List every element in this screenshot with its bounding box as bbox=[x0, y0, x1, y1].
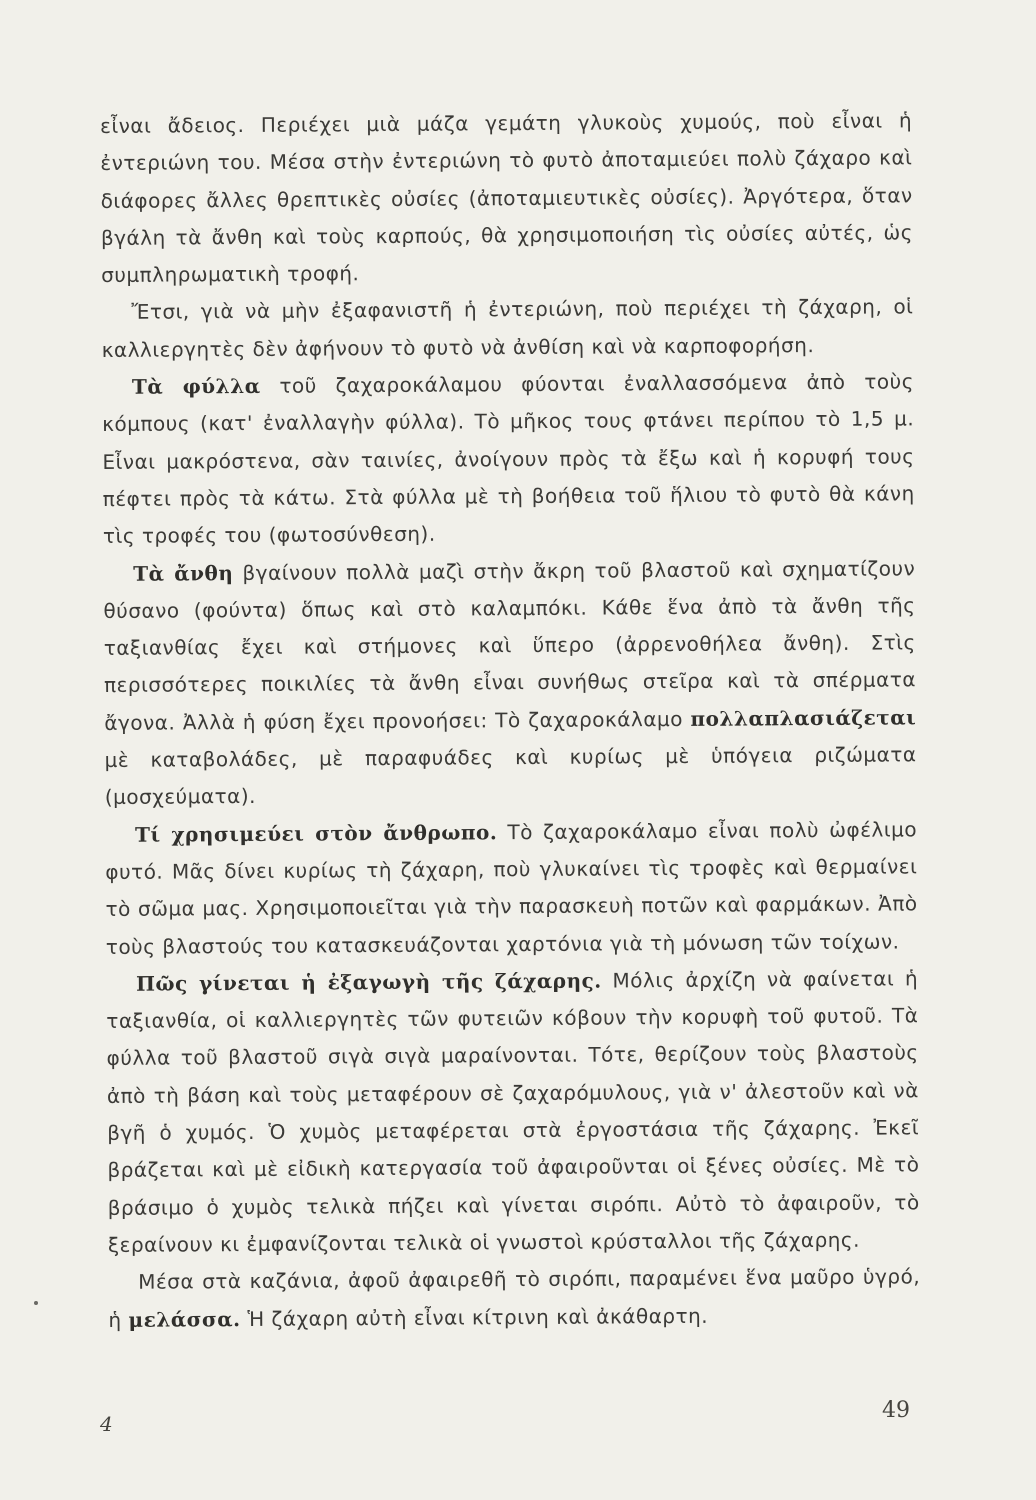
paragraph-flowering: Ἔτσι, γιὰ νὰ μὴν ἐξαφανιστῆ ἡ ἐντεριώνη, ποὺ περιέχει τὴ ζάχαρη, οἱ καλλιεργητὲς δὲν ἀφήνουν τὸ φυτὸ νὰ ἀνθίση καὶ νὰ καρποφορήση. bbox=[101, 294, 914, 362]
paragraph-extraction bbox=[106, 960, 920, 1264]
term-propagation: πολλαπλασιάζεται bbox=[690, 705, 917, 731]
paragraph-extraction-text: Μόλις ἀρχίζη νὰ φαίνεται ἡ ταξιανθία, οἱ καλλιεργητὲς τῶν φυτειῶν κόβουν τὴν κορυφὴ τοῦ φυτοῦ. Τὰ φύλλα τοῦ βλαστοῦ σιγὰ σιγὰ μαραίνονται. Τότε, θερίζουν τοὺς βλαστοὺς ἀπὸ τὴ βάση καὶ τοὺς μεταφέρουν σὲ ζαχαρόμυλους, γιὰ ν' ἀλεστοῦν καὶ νὰ βγῆ ὁ χυμός. Ὁ χυμὸς μεταφέρεται στὰ ἐργοστάσια τῆς ζάχαρης. Ἐκεῖ βράζεται καὶ μὲ εἰδικὴ κατεργασία τοῦ ἀφαιροῦνται οἱ ξένες οὐσίες. Μὲ τὸ βράσιμο ὁ χυμὸς τελικὰ πήζει καὶ γίνεται σιρόπι. Αὐτὸ τὸ ἀφαιροῦν, τὸ ξεραίνουν κι ἐμφανίζονται τελικὰ οἱ γνωστοὶ κρύσταλλοι τῆς ζάχαρης. bbox=[106, 966, 920, 1257]
paragraph-leaves bbox=[102, 363, 915, 555]
paragraph-flowers-text-end: μὲ καταβολάδες, μὲ παραφυάδες καὶ κυρίως μὲ ὑπόγεια ριζώματα (μοσχεύματα). bbox=[104, 742, 917, 810]
term-extraction: Πῶς γίνεται ἡ ἐξαγωγὴ τῆς ζάχαρης. bbox=[136, 968, 602, 996]
paragraph-flowers-text: βγαίνουν πολλὰ μαζὶ στὴν ἄκρη τοῦ βλαστοῦ καὶ σχηματίζουν θύσανο (φούντα) ὅπως καὶ στὸ καλαμπόκι. Κάθε ἕνα ἀπὸ τὰ ἄνθη τῆς ταξιανθίας ἔχει καὶ στήμονες καὶ ὕπερο (ἀρρενοθήλεα ἄνθη). Στὶς περισσότερες ποικιλίες τὰ ἄνθη εἶναι συνήθως στεῖρα καὶ τὰ σπέρματα ἄγονα. Ἀλλὰ ἡ φύση ἔχει προνοήσει: Τὸ ζαχαροκάλαμο bbox=[103, 555, 917, 735]
paragraph-uses bbox=[105, 811, 918, 966]
paragraph-molasses-text: Μέσα στὰ καζάνια, ἀφοῦ ἀφαιρεθῆ τὸ σιρόπι, παραμένει ἕνα μαῦρο ὑγρό, ἡ bbox=[108, 1264, 921, 1332]
signature-mark: 4 bbox=[100, 1412, 113, 1436]
page-number: 49 bbox=[882, 1398, 910, 1423]
term-leaves: Τὰ φύλλα bbox=[131, 373, 261, 399]
paragraph-flowers bbox=[103, 550, 917, 817]
term-molasses: μελάσσα. bbox=[128, 1306, 241, 1332]
margin-dot bbox=[34, 1301, 38, 1305]
term-uses: Τί χρησιμεύει στὸν ἄνθρωπο. bbox=[134, 819, 498, 847]
paragraph-leaves-text: τοῦ ζαχαροκάλαμου φύονται ἐναλλασσόμενα ἀπὸ τοὺς κόμπους (κατ' ἐναλλαγὴν φύλλα). Τὸ μῆκος τους φτάνει περίπου τὸ 1,5 μ. Εἶναι μακρόστενα, σὰν ταινίες, ἀνοίγουν πρὸς τὰ ἔξω καὶ ἡ κορυφή τους πέφτει πρὸς τὰ κάτω. Στὰ φύλλα μὲ τὴ βοήθεια τοῦ ἥλιου τὸ φυτὸ θὰ κάνη τὶς τροφές του (φωτοσύνθεση). bbox=[102, 369, 915, 549]
term-flowers: Τὰ ἄνθη bbox=[133, 560, 234, 586]
body-text bbox=[100, 102, 921, 1338]
paragraph-molasses bbox=[108, 1259, 921, 1339]
paragraph-uses-text: Τὸ ζαχαροκάλαμο εἶναι πολὺ ὠφέλιμο φυτό. Μᾶς δίνει κυρίως τὴ ζάχαρη, ποὺ γλυκαίνει τὶς τροφὲς καὶ θερμαίνει τὸ σῶμα μας. Χρησιμοποιεῖται γιὰ τὴν παρασκευὴ ποτῶν καὶ φαρμάκων. Ἀπὸ τοὺς βλαστούς του κατασκευάζονται χαρτόνια γιὰ τὴ μόνωση τῶν τοίχων. bbox=[105, 816, 918, 959]
paragraph-molasses-text-end: Ἡ ζάχαρη αὐτὴ εἶναι κίτρινη καὶ ἀκάθαρτη. bbox=[240, 1303, 709, 1331]
paragraph-intro: εἶναι ἄδειος. Περιέχει μιὰ μάζα γεμάτη γλυκοὺς χυμούς, ποὺ εἶναι ἡ ἐντεριώνη του. Μέσα στὴν ἐντεριώνη τὸ φυτὸ ἀποταμιεύει πολὺ ζάχαρο καὶ διάφορες ἄλλες θρεπτικὲς οὐσίες (ἀποταμιευτικὲς οὐσίες). Ἀργότερα, ὅταν βγάλη τὰ ἄνθη καὶ τοὺς καρπούς, θὰ χρησιμοποιήση τὶς οὐσίες αὐτές, ὡς συμπληρωματικὴ τροφή. bbox=[100, 108, 913, 288]
